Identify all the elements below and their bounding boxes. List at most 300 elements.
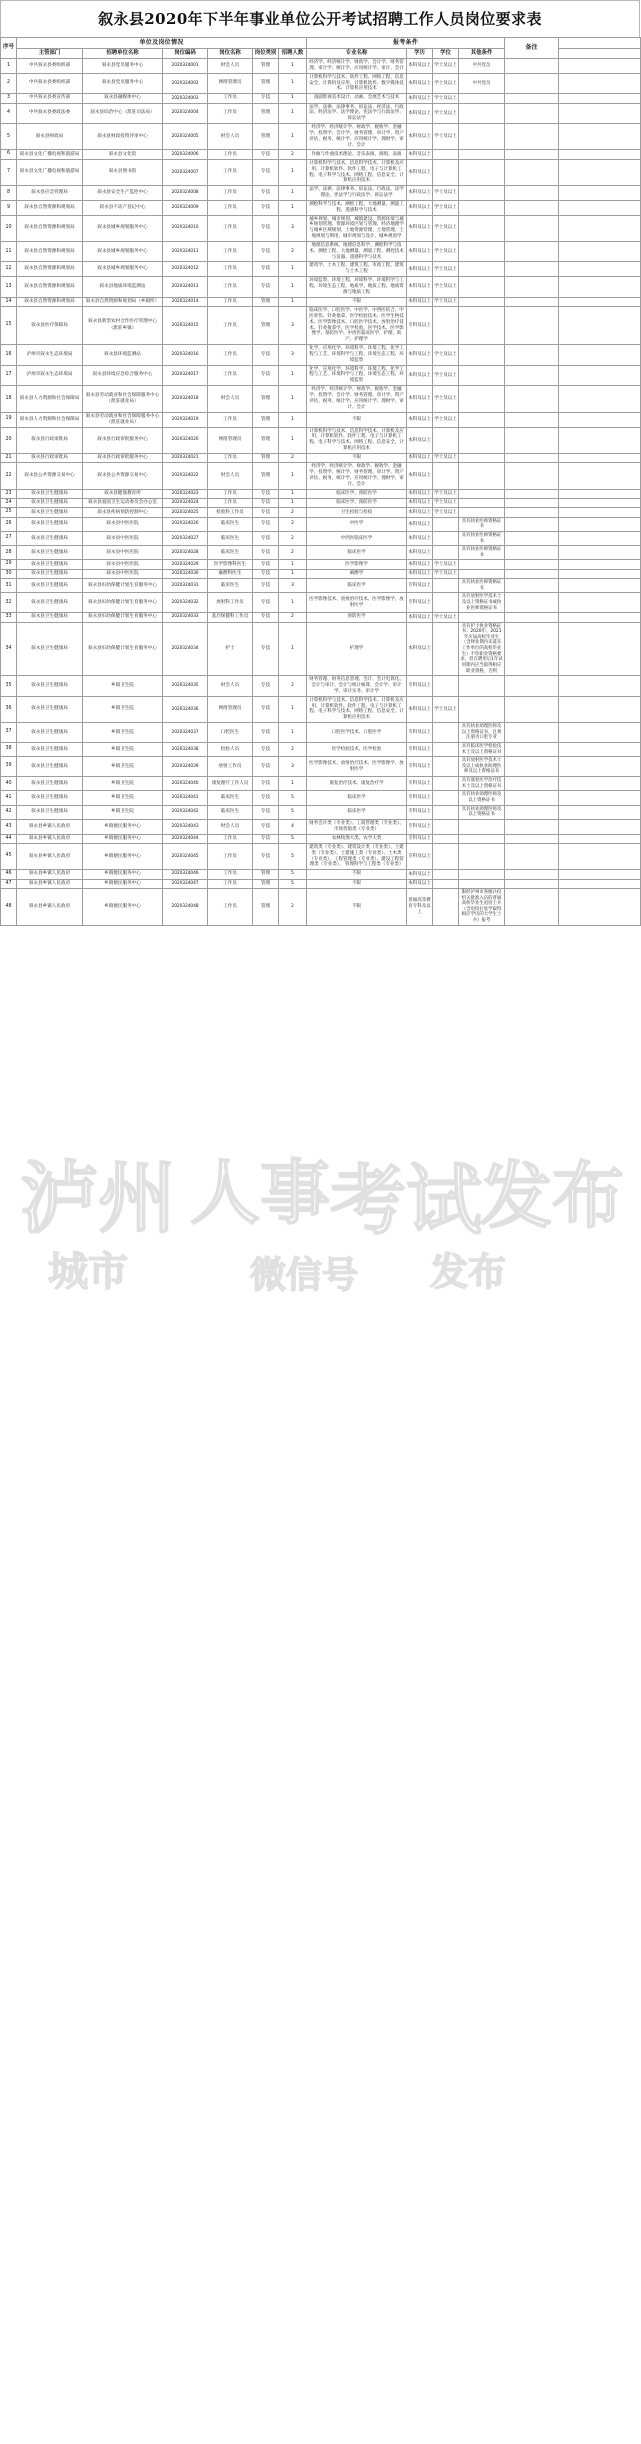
- row-dept: 叙永县卫生健康局: [17, 508, 83, 517]
- row-unit: 乡镇卫生院: [83, 757, 163, 777]
- row-post: 临床医生: [208, 546, 253, 560]
- row-num: 1: [279, 696, 307, 722]
- row-major: 经济学、经济统计学、财政学、税收学、金融学、投资学、会计学、财务管理、审计学、资产评估、税务、统计学、应用统计学、理财学、审计、会计: [307, 386, 407, 412]
- row-note: [505, 613, 559, 622]
- row-other: [459, 262, 505, 277]
- row-type: 专技: [253, 499, 279, 508]
- row-num: 1: [279, 124, 307, 150]
- row-note: [505, 489, 559, 498]
- row-num: 1: [279, 297, 307, 306]
- table-row: [1, 345, 641, 366]
- table-row: [1, 622, 641, 676]
- row-edu: 本科及以上: [407, 489, 433, 498]
- row-seq: 41: [1, 791, 17, 805]
- row-unit: 叙永县妇幼保健计划生育服务中心: [83, 622, 163, 676]
- tail-spacer: [559, 888, 641, 925]
- row-num: 5: [279, 834, 307, 843]
- row-other: 中共党员: [459, 73, 505, 94]
- row-type: 管理: [253, 73, 279, 94]
- table-row: [1, 777, 641, 791]
- row-seq: 7: [1, 159, 17, 185]
- row-unit: 乡镇便民服务中心: [83, 870, 163, 879]
- row-num: 1: [279, 200, 307, 215]
- row-edu: 本科及以上: [407, 262, 433, 277]
- row-degree: 学士及以上: [433, 59, 459, 74]
- row-edu: 本科及以上: [407, 297, 433, 306]
- svg-text:泸州: 泸州: [20, 1154, 177, 1244]
- row-num: 1: [279, 59, 307, 74]
- svg-text:发布: 发布: [430, 1250, 507, 1294]
- row-type: 管理: [253, 879, 279, 888]
- tail-spacer: [559, 622, 641, 676]
- row-post: 工作员: [208, 365, 253, 386]
- header-unit: 招聘单位名称: [83, 48, 163, 58]
- row-degree: 学士及以上: [433, 569, 459, 578]
- row-edu: 本科及以上: [407, 94, 433, 103]
- row-unit: 叙永县行政审批服务中心: [83, 454, 163, 463]
- row-degree: 学士及以上: [433, 200, 459, 215]
- row-code: 2020324011: [163, 241, 208, 262]
- row-unit: 乡镇卫生院: [83, 676, 163, 697]
- svg-text:微信号: 微信号: [250, 1255, 359, 1296]
- tail-spacer: [559, 791, 641, 805]
- row-type: 专技: [253, 94, 279, 103]
- row-other: [459, 560, 505, 569]
- row-other: [459, 200, 505, 215]
- row-edu: 本科及以上: [407, 508, 433, 517]
- row-note: [505, 517, 559, 531]
- row-other: [459, 819, 505, 834]
- row-post: 工作员: [208, 879, 253, 888]
- row-seq: 11: [1, 241, 17, 262]
- row-major: 计算机科学与技术、软件工程、网络工程、信息安全、计算机及应用、计算机软件、数字媒体技术、计算机应用技术: [307, 73, 407, 94]
- row-edu: 本科及以上: [407, 463, 433, 489]
- row-other: 具有执业助理医师及以上资格证书: [459, 791, 505, 805]
- row-code: 2020324010: [163, 215, 208, 241]
- row-degree: 学士及以上: [433, 412, 459, 427]
- row-num: 1: [279, 159, 307, 185]
- row-code: 2020324029: [163, 560, 208, 569]
- row-major: 临床医学: [307, 546, 407, 560]
- row-num: 1: [279, 593, 307, 613]
- row-post: 工作员: [208, 454, 253, 463]
- row-degree: 学士及以上: [433, 262, 459, 277]
- row-degree: [433, 757, 459, 777]
- row-unit: 叙永县融媒体中心: [83, 94, 163, 103]
- row-post: 工作员: [208, 843, 253, 869]
- row-unit: 乡镇卫生院: [83, 723, 163, 743]
- row-seq: 39: [1, 757, 17, 777]
- row-degree: [433, 463, 459, 489]
- tail-spacer: [559, 508, 641, 517]
- row-type: 专技: [253, 262, 279, 277]
- row-major: 地理信息系统、地理信息科学、测绘科学与技术、测绘工程、大地测量、测量工程、测控技术与仪器、遥感科学与技术: [307, 241, 407, 262]
- row-type: 专技: [253, 186, 279, 201]
- row-dept: 中共叙永县委组织部: [17, 73, 83, 94]
- row-post: 工作员: [208, 150, 253, 159]
- row-other: [459, 613, 505, 622]
- row-note: [505, 159, 559, 185]
- row-seq: 5: [1, 124, 17, 150]
- row-code: 2020324039: [163, 757, 208, 777]
- row-type: 专技: [253, 613, 279, 622]
- row-major: 不限: [307, 412, 407, 427]
- row-dept: 叙永县文化广播电视和旅游局: [17, 159, 83, 185]
- row-note: [505, 593, 559, 613]
- row-note: [505, 508, 559, 517]
- row-unit: 乡镇卫生院: [83, 805, 163, 819]
- row-seq: 21: [1, 454, 17, 463]
- row-edu: 本科及以上: [407, 215, 433, 241]
- row-seq: 2: [1, 73, 17, 94]
- row-degree: 学士及以上: [433, 277, 459, 298]
- row-edu: 专科及以上: [407, 757, 433, 777]
- row-seq: 25: [1, 508, 17, 517]
- row-num: 1: [279, 277, 307, 298]
- row-edu: 本科及以上: [407, 73, 433, 94]
- row-post: 麻醉科医生: [208, 569, 253, 578]
- row-type: 专技: [253, 777, 279, 791]
- row-code: 2020324035: [163, 676, 208, 697]
- row-major: 化学、应用化学、环境科学、环境工程、化学工程与工艺、环境科学与工程、环境生态工程、环境监察: [307, 365, 407, 386]
- row-note: [505, 277, 559, 298]
- table-row: [1, 94, 641, 103]
- row-other: 具有临床医学检验技术士及以上资格证书: [459, 742, 505, 756]
- svg-text:城市: 城市: [48, 1249, 128, 1295]
- row-seq: 26: [1, 517, 17, 531]
- row-dept: 泸州市叙永生态环境局: [17, 345, 83, 366]
- header-other: 其他条件: [459, 48, 505, 58]
- row-degree: [433, 742, 459, 756]
- row-seq: 22: [1, 463, 17, 489]
- row-note: [505, 546, 559, 560]
- row-code: 2020324021: [163, 454, 208, 463]
- row-dept: 叙永县公共资源交易中心: [17, 463, 83, 489]
- table-row: [1, 723, 641, 743]
- row-type: 专技: [253, 200, 279, 215]
- tail-spacer: [559, 676, 641, 697]
- row-seq: 8: [1, 186, 17, 201]
- row-type: 专技: [253, 819, 279, 834]
- row-dept: 叙永县卫生健康局: [17, 622, 83, 676]
- tail-spacer: [559, 742, 641, 756]
- row-unit: 叙永县爱国卫生运动委员会办公室: [83, 499, 163, 508]
- row-seq: 34: [1, 622, 17, 676]
- table-row: [1, 59, 641, 74]
- row-type: 专技: [253, 723, 279, 743]
- tail-spacer: [559, 560, 641, 569]
- row-post: 临床医生: [208, 517, 253, 531]
- row-note: [505, 386, 559, 412]
- row-type: 专技: [253, 508, 279, 517]
- row-degree: 学士及以上: [433, 613, 459, 622]
- svg-text:考试: 考试: [330, 1156, 482, 1245]
- row-type: 专技: [253, 241, 279, 262]
- row-type: 专技: [253, 560, 279, 569]
- row-type: 专技: [253, 517, 279, 531]
- row-unit: 乡镇便民服务中心: [83, 888, 163, 925]
- row-unit: 乡镇便民服务中心: [83, 843, 163, 869]
- header-unit-info: 单位及岗位情况: [17, 38, 307, 49]
- row-other: [459, 159, 505, 185]
- tail-spacer: [559, 870, 641, 879]
- row-code: 2020324034: [163, 622, 208, 676]
- row-type: 专技: [253, 546, 279, 560]
- row-degree: 学士及以上: [433, 297, 459, 306]
- row-post: 网络管理员: [208, 73, 253, 94]
- row-major: 化学、应用化学、环境科学、环境工程、化学工程与工艺、环境科学与工程、环境生态工程、环境监察: [307, 345, 407, 366]
- row-major: 中西医临床医学: [307, 531, 407, 545]
- row-code: 2020324008: [163, 186, 208, 201]
- header-note: 备注: [505, 38, 559, 59]
- row-dept: 中共叙永县委组织部: [17, 59, 83, 74]
- row-unit: 叙永县城乡规划服务中心: [83, 215, 163, 241]
- row-major: 计算机科学与技术、信息科学技术、计算机及应用、计算机软件、软件工程、电子与计算机工程、电子科学与技术、网络工程、信息安全、计算机应用技术: [307, 696, 407, 722]
- row-other: [459, 569, 505, 578]
- row-code: 2020324037: [163, 723, 208, 743]
- row-type: 专技: [253, 345, 279, 366]
- tail-spacer: [559, 73, 641, 94]
- row-num: 2: [279, 546, 307, 560]
- row-code: 2020324016: [163, 345, 208, 366]
- header-num: 招聘人数: [279, 48, 307, 58]
- row-num: 2: [279, 150, 307, 159]
- row-num: 2: [279, 508, 307, 517]
- row-seq: 40: [1, 777, 17, 791]
- row-degree: 学士及以上: [433, 94, 459, 103]
- table-row: [1, 215, 641, 241]
- page-title: 叙永县2020年下半年事业单位公开考试招聘工作人员岗位要求表: [98, 10, 542, 28]
- table-row: [1, 427, 641, 453]
- row-post: 工作员: [208, 499, 253, 508]
- row-other: 具有执业医师资格证书: [459, 579, 505, 593]
- row-num: 5: [279, 843, 307, 869]
- row-code: 2020324002: [163, 73, 208, 94]
- row-major: 经济学、经济统计学、财政学、税收学、金融学、投资学、统计学、财务管理、审计学、资产评估、税务、统计学、应用统计学、理财学、审计、会计: [307, 463, 407, 489]
- row-post: 工作员: [208, 103, 253, 124]
- row-edu: 本科及以上: [407, 879, 433, 888]
- row-note: [505, 805, 559, 819]
- table-row: [1, 297, 641, 306]
- row-seq: 13: [1, 277, 17, 298]
- row-major: 临床医学: [307, 579, 407, 593]
- row-post: 基层保健科工作员: [208, 613, 253, 622]
- row-other: 具有执业医师资格证书: [459, 517, 505, 531]
- row-code: 2020324031: [163, 579, 208, 593]
- row-code: 2020324013: [163, 277, 208, 298]
- row-post: 工作员: [208, 277, 253, 298]
- row-unit: 叙永县健康教育所: [83, 489, 163, 498]
- table-body: [1, 59, 641, 926]
- row-note: [505, 463, 559, 489]
- table-head: [1, 38, 641, 59]
- row-seq: 9: [1, 200, 17, 215]
- row-seq: 35: [1, 676, 17, 697]
- tail-spacer: [559, 386, 641, 412]
- row-seq: 29: [1, 560, 17, 569]
- row-dept: 中共叙永县委宣传部: [17, 94, 83, 103]
- row-type: 专技: [253, 834, 279, 843]
- table-row: [1, 613, 641, 622]
- row-note: [505, 579, 559, 593]
- row-note: [505, 186, 559, 201]
- row-edu: 本科及以上: [407, 454, 433, 463]
- row-seq: 43: [1, 819, 17, 834]
- row-note: [505, 427, 559, 453]
- tail-spacer: [559, 463, 641, 489]
- row-dept: 叙永县卫生健康局: [17, 791, 83, 805]
- row-other: [459, 307, 505, 345]
- row-unit: 叙永县环境应急综合服务中心: [83, 365, 163, 386]
- row-other: [459, 386, 505, 412]
- row-dept: 叙永县乡镇人民政府: [17, 819, 83, 834]
- row-other: [459, 870, 505, 879]
- row-dept: 叙永县自然资源和规划局: [17, 297, 83, 306]
- row-note: [505, 843, 559, 869]
- row-note: [505, 879, 559, 888]
- row-code: 2020324019: [163, 412, 208, 427]
- row-degree: 学士及以上: [433, 696, 459, 722]
- row-note: [505, 622, 559, 676]
- row-other: 具有执业医师资格证书: [459, 546, 505, 560]
- row-type: 管理: [253, 103, 279, 124]
- row-seq: 16: [1, 345, 17, 366]
- row-edu: 本科及以上: [407, 499, 433, 508]
- table-row: [1, 73, 641, 94]
- row-post: 检验科工作员: [208, 508, 253, 517]
- row-num: 1: [279, 777, 307, 791]
- row-dept: 叙永县自然资源和规划局: [17, 262, 83, 277]
- row-post: 工作员: [208, 888, 253, 925]
- row-post: 财会人员: [208, 463, 253, 489]
- row-unit: 叙永县党员服务中心: [83, 59, 163, 74]
- row-note: [505, 241, 559, 262]
- row-num: 3: [279, 757, 307, 777]
- row-code: 2020324032: [163, 593, 208, 613]
- row-code: 2020324041: [163, 791, 208, 805]
- row-type: 管理: [253, 463, 279, 489]
- row-unit: 乡镇卫生院: [83, 696, 163, 722]
- row-seq: 30: [1, 569, 17, 578]
- row-other: [459, 297, 505, 306]
- row-dept: 叙永县卫生健康局: [17, 531, 83, 545]
- row-unit: 叙永县地质环境监测站: [83, 277, 163, 298]
- row-dept: 叙永县乡镇人民政府: [17, 888, 83, 925]
- table-row: [1, 560, 641, 569]
- row-edu: 本科及以上: [407, 241, 433, 262]
- row-unit: 乡镇卫生院: [83, 791, 163, 805]
- row-degree: [433, 579, 459, 593]
- row-edu: 专科及以上: [407, 723, 433, 743]
- table-row: [1, 579, 641, 593]
- row-edu: 普通高等教育专科及以上: [407, 888, 433, 925]
- row-edu: 本科及以上: [407, 546, 433, 560]
- row-type: 管理: [253, 454, 279, 463]
- row-degree: [433, 593, 459, 613]
- row-degree: 学士及以上: [433, 386, 459, 412]
- row-post: 财会人员: [208, 819, 253, 834]
- tail-spacer: [559, 94, 641, 103]
- row-seq: 1: [1, 59, 17, 74]
- row-degree: [433, 676, 459, 697]
- row-seq: 6: [1, 150, 17, 159]
- row-seq: 33: [1, 613, 17, 622]
- row-unit: 叙永县妇幼保健计划生育服务中心: [83, 579, 163, 593]
- row-other: 具有执业医师资格证书: [459, 531, 505, 545]
- table-row: [1, 124, 641, 150]
- row-post: 网络管理员: [208, 427, 253, 453]
- tail-spacer: [559, 757, 641, 777]
- row-other: 具有放射医学技术士及以上资格证书或执业医师资格证书: [459, 593, 505, 613]
- table-row: [1, 843, 641, 869]
- row-seq: 32: [1, 593, 17, 613]
- row-major: 测绘科学与技术、测绘工程、大地测量、测量工程、遥感科学与技术: [307, 200, 407, 215]
- row-num: 1: [279, 622, 307, 676]
- row-dept: 叙永县乡镇人民政府: [17, 870, 83, 879]
- row-degree: 学士及以上: [433, 454, 459, 463]
- row-num: 1: [279, 427, 307, 453]
- row-code: 2020324046: [163, 870, 208, 879]
- row-unit: 乡镇卫生院: [83, 742, 163, 756]
- table-row: [1, 508, 641, 517]
- row-code: 2020324017: [163, 365, 208, 386]
- table-row: [1, 489, 641, 498]
- row-type: 管理: [253, 307, 279, 345]
- row-unit: 叙永县中医医院: [83, 517, 163, 531]
- row-code: 2020324006: [163, 150, 208, 159]
- tail-spacer: [559, 200, 641, 215]
- row-major: 卫生检验与检疫: [307, 508, 407, 517]
- row-note: [505, 560, 559, 569]
- row-code: 2020324025: [163, 508, 208, 517]
- table-row: [1, 186, 641, 201]
- row-major: 计算机科学与技术、信息科学技术、计算机及应用、计算机软件、软件工程、电子与计算机工程、电子科学与技术、网络工程、信息安全、计算机应用技术: [307, 427, 407, 453]
- row-degree: [433, 531, 459, 545]
- row-code: 2020324038: [163, 742, 208, 756]
- row-code: 2020324047: [163, 879, 208, 888]
- tail-spacer: [559, 489, 641, 498]
- row-degree: [433, 150, 459, 159]
- row-note: [505, 200, 559, 215]
- row-degree: 学士及以上: [433, 489, 459, 498]
- table-row: [1, 277, 641, 298]
- row-code: 2020324014: [163, 297, 208, 306]
- row-dept: 叙永县卫生健康局: [17, 517, 83, 531]
- row-unit: 乡镇便民服务中心: [83, 879, 163, 888]
- table-row: [1, 386, 641, 412]
- tail-spacer: [559, 297, 641, 306]
- row-code: 2020324042: [163, 805, 208, 819]
- row-post: 临床医生: [208, 791, 253, 805]
- row-post: 工作员: [208, 489, 253, 498]
- tail-spacer: [559, 723, 641, 743]
- header-post: 岗位名称: [208, 48, 253, 58]
- row-other: [459, 124, 505, 150]
- tail-spacer: [559, 103, 641, 124]
- row-num: 1: [279, 560, 307, 569]
- row-degree: [433, 805, 459, 819]
- row-post: 临床医生: [208, 579, 253, 593]
- row-type: 专技: [253, 843, 279, 869]
- row-type: 专技: [253, 579, 279, 593]
- row-edu: 专科及以上: [407, 777, 433, 791]
- tail-spacer: [559, 843, 641, 869]
- row-dept: 叙永县卫生健康局: [17, 757, 83, 777]
- row-note: [505, 103, 559, 124]
- row-seq: 20: [1, 427, 17, 453]
- row-dept: 叙永县人力资源和社会保障局: [17, 412, 83, 427]
- table-row: [1, 241, 641, 262]
